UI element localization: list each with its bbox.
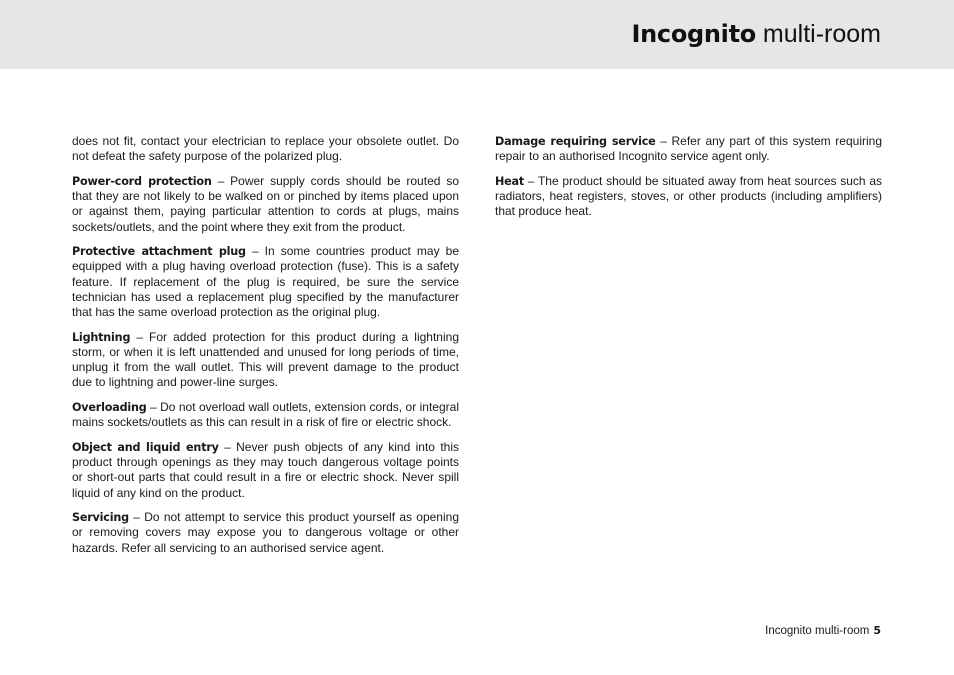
page-footer [765,624,881,638]
safety-term: Heat [495,174,525,188]
safety-text: – Do not attempt to service this product yourself as opening or removing covers may expose you to dangerous voltage or other hazards. Refer all servicing to an authorised service agent. [72,510,459,555]
safety-text: – Never push objects of any kind into this product through openings as they may touch dangerous voltage points or short-out parts that could result in a fire or electric shock. Never spill liquid of any kind on the product. [72,439,459,500]
safety-text: – Power supply cords should be routed so that they are not likely to be walked on or pinched by items placed upon or against them, paying particular attention to cords at plugs, mains sockets/outlets, and the point where they exit from the product. [72,173,459,234]
safety-text: – In some countries product may be equipped with a plug having overload protection (fuse). This is a safety feature. If replacement of the plug is required, be sure the service technician has used a replacement plug specified by the manufacturer that has the same overload protection as the original plug. [72,244,459,320]
page-title [631,19,881,49]
safety-item-attachment-plug [72,244,459,320]
header-band [0,0,954,69]
intro-paragraph: does not fit, contact your electrician to replace your obsolete outlet. Do not defeat the safety purpose of the polarized plug. [72,134,459,164]
brand-name: Incognito [631,20,756,48]
safety-term: Servicing [72,511,129,525]
safety-item-power-cord [72,174,459,235]
safety-item-servicing [72,510,459,556]
safety-term: Protective attachment plug [72,245,246,259]
safety-text: – Do not overload wall outlets, extension cords, or integral mains sockets/outlets as this can result in a risk of fire or electric shock. [72,400,459,430]
footer-label: Incognito multi-room [765,625,870,637]
page-number: 5 [873,624,881,637]
left-column [72,134,459,565]
safety-item-overloading [72,400,459,430]
safety-term: Damage requiring service [495,135,656,148]
safety-term: Lightning [72,330,131,344]
safety-text: – For added protection for this product during a lightning storm, or when it is left unattended and unused for long periods of time, unplug it from the wall outlet. This will prevent damage to the product due to lightning and power-line surges. [72,329,459,390]
right-column [495,134,882,229]
safety-term: Object and liquid entry [72,440,219,454]
safety-item-damage-service [495,134,882,164]
safety-item-object-liquid [72,440,459,501]
safety-item-lightning [72,330,459,391]
title-subtitle: multi-room [762,20,881,48]
safety-term: Overloading [72,401,147,415]
safety-term: Power-cord protection [72,174,212,188]
safety-text: – The product should be situated away from heat sources such as radiators, heat registers, stoves, or other products (including amplifiers) that produce heat. [495,173,882,219]
safety-item-heat [495,174,882,220]
safety-text: – Refer any part of this system requiring repair to an authorised Incognito service agent only. [495,134,882,164]
